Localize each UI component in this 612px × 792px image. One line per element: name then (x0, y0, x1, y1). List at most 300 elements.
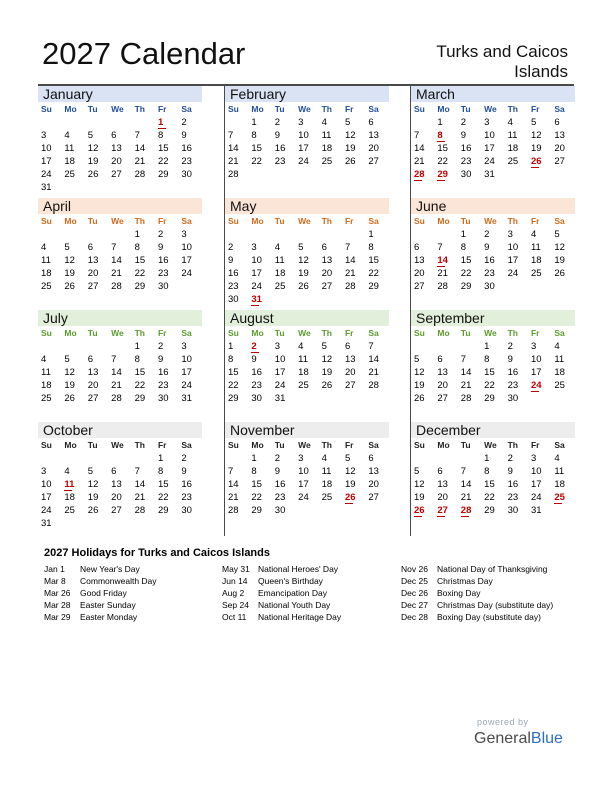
day-cell: 5 (344, 117, 351, 128)
day-cell: 9 (460, 130, 467, 141)
empty-cell (411, 228, 434, 241)
day-cell: 23 (274, 492, 286, 503)
day-grid (225, 116, 389, 181)
day-cell: 15 (368, 255, 379, 266)
holiday-date: Mar 8 (44, 576, 66, 586)
day-cell: 19 (321, 367, 333, 378)
holiday-column (222, 563, 341, 623)
weekday-label: Fr (530, 328, 540, 338)
month-november (225, 422, 389, 534)
day-cell: 31 (484, 169, 495, 180)
holiday-date: Sep 24 (222, 600, 249, 610)
day-cell: 7 (368, 341, 374, 352)
weekday-label: Tu (274, 328, 285, 338)
holiday-item (401, 611, 553, 623)
holiday-day: 1 (155, 116, 178, 129)
weekday-label: Fr (157, 216, 167, 226)
day-cell: 15 (228, 367, 239, 378)
day-cell: 11 (321, 466, 332, 477)
weekday-label: Fr (344, 104, 354, 114)
day-cell: 5 (298, 242, 304, 253)
day-cell: 14 (228, 479, 239, 490)
weekday-label: Tu (87, 440, 98, 450)
day-cell: 27 (368, 156, 379, 167)
day-cell: 7 (414, 130, 420, 141)
holiday-date: Jun 14 (222, 576, 248, 586)
day-cell: 18 (554, 479, 565, 490)
day-cell: 25 (64, 169, 75, 180)
weekday-label: Su (228, 440, 239, 450)
empty-cell (434, 452, 457, 465)
day-cell: 24 (251, 281, 262, 292)
holiday-item (44, 563, 157, 575)
day-cell: 22 (228, 380, 239, 391)
day-cell: 29 (484, 393, 495, 404)
day-grid (38, 228, 202, 293)
day-cell: 24 (530, 492, 542, 503)
day-cell: 27 (87, 281, 99, 292)
day-cell: 4 (554, 453, 560, 464)
day-cell: 25 (530, 268, 542, 279)
day-cell: 14 (134, 479, 146, 490)
weekday-label: Tu (274, 104, 285, 114)
country-name (436, 42, 568, 82)
holiday-date: Nov 26 (401, 564, 428, 574)
day-cell: 22 (157, 156, 169, 167)
day-cell: 26 (414, 393, 425, 404)
day-cell: 10 (41, 479, 52, 490)
holiday-day: 24 (528, 379, 551, 392)
empty-cell (225, 452, 248, 465)
holiday-day: 26 (342, 491, 365, 504)
empty-cell (225, 116, 248, 129)
holiday-column (401, 563, 553, 623)
weekday-header (411, 102, 575, 116)
holiday-date: Oct 11 (222, 612, 247, 622)
day-cell: 8 (157, 466, 164, 477)
day-cell: 11 (530, 242, 541, 253)
weekday-label: Fr (344, 216, 354, 226)
day-cell: 19 (298, 268, 309, 279)
day-cell: 27 (111, 169, 122, 180)
day-cell: 18 (41, 380, 52, 391)
empty-cell (61, 340, 84, 353)
month-name: January (38, 86, 202, 102)
month-may (225, 198, 389, 310)
day-cell: 12 (64, 367, 75, 378)
day-cell: 6 (554, 117, 560, 128)
day-cell: 17 (181, 367, 192, 378)
weekday-label: Su (41, 440, 52, 450)
brand-part2: Blue (530, 730, 563, 747)
day-cell: 30 (251, 393, 262, 404)
holiday-day: 26 (528, 155, 551, 168)
day-cell: 1 (368, 229, 374, 240)
day-cell: 30 (507, 505, 519, 516)
day-cell: 3 (41, 130, 47, 141)
generalblue-logo[interactable] (474, 730, 563, 748)
weekday-label: Th (321, 440, 332, 450)
day-cell: 24 (41, 169, 52, 180)
weekday-label: Su (414, 440, 425, 450)
day-grid (38, 340, 202, 405)
day-cell: 15 (134, 255, 146, 266)
day-cell: 9 (251, 354, 257, 365)
day-cell: 17 (484, 143, 495, 154)
weekday-label: Sa (181, 104, 192, 114)
empty-cell (61, 228, 84, 241)
weekday-label: Su (41, 216, 52, 226)
day-cell: 12 (414, 479, 425, 490)
day-cell: 10 (530, 466, 542, 477)
weekday-label: Th (507, 104, 518, 114)
day-cell: 17 (530, 367, 542, 378)
day-cell: 19 (64, 268, 75, 279)
holiday-date: Dec 28 (401, 612, 428, 622)
holiday-name: National Heritage Day (258, 612, 342, 622)
day-cell: 17 (251, 268, 262, 279)
holiday-name: Emancipation Day (258, 588, 327, 598)
weekday-label: Sa (368, 216, 379, 226)
weekday-label: Sa (554, 440, 565, 450)
day-cell: 13 (321, 255, 333, 266)
holiday-day: 26 (411, 504, 434, 517)
empty-cell (295, 228, 318, 241)
day-cell: 18 (321, 479, 333, 490)
empty-cell (108, 452, 131, 465)
day-cell: 22 (460, 268, 472, 279)
day-cell: 16 (181, 479, 192, 490)
holiday-day: 14 (434, 254, 457, 267)
empty-cell (132, 452, 155, 465)
weekday-label: Sa (554, 216, 565, 226)
day-cell: 15 (437, 143, 448, 154)
weekday-header (38, 326, 202, 340)
month-name: August (225, 310, 389, 326)
day-cell: 31 (530, 505, 542, 516)
day-cell: 10 (181, 242, 192, 253)
country-name-line1: Turks and Caicos (436, 42, 568, 61)
day-cell: 29 (134, 393, 146, 404)
empty-cell (342, 228, 365, 241)
day-cell: 10 (298, 130, 309, 141)
holiday-name: Boxing Day (437, 588, 481, 598)
day-cell: 20 (414, 268, 425, 279)
day-cell: 22 (251, 492, 262, 503)
day-cell: 30 (507, 393, 519, 404)
weekday-label: We (298, 216, 311, 226)
weekday-label: We (111, 104, 124, 114)
day-cell: 3 (484, 117, 490, 128)
day-cell: 12 (344, 466, 356, 477)
weekday-label: Tu (274, 216, 285, 226)
day-cell: 7 (111, 242, 117, 253)
holiday-item (222, 575, 341, 587)
day-cell: 10 (251, 255, 262, 266)
holiday-date: Dec 27 (401, 600, 428, 610)
holiday-day: 29 (434, 168, 457, 181)
day-cell: 18 (321, 143, 333, 154)
day-cell: 29 (484, 505, 495, 516)
month-september (411, 310, 575, 422)
weekday-label: We (111, 216, 124, 226)
day-cell: 30 (157, 281, 169, 292)
weekday-label: Th (321, 104, 332, 114)
holiday-date: Aug 2 (222, 588, 245, 598)
weekday-label: We (298, 104, 311, 114)
day-cell: 4 (321, 453, 327, 464)
weekday-label: Th (134, 328, 145, 338)
empty-cell (61, 452, 84, 465)
day-cell: 23 (181, 156, 192, 167)
day-cell: 30 (274, 505, 286, 516)
weekday-label: Su (414, 216, 425, 226)
day-cell: 6 (321, 242, 327, 253)
holiday-name: Queen's Birthday (258, 576, 323, 586)
day-cell: 14 (368, 354, 379, 365)
holiday-day: 2 (248, 340, 271, 353)
day-cell: 23 (157, 268, 169, 279)
weekday-header (225, 102, 389, 116)
month-january (38, 86, 202, 198)
day-cell: 31 (41, 518, 52, 529)
day-cell: 23 (181, 492, 192, 503)
day-cell: 13 (437, 479, 448, 490)
day-cell: 28 (111, 393, 122, 404)
day-cell: 8 (157, 130, 164, 141)
month-name: May (225, 198, 389, 214)
day-cell: 13 (111, 479, 122, 490)
day-cell: 29 (157, 169, 169, 180)
empty-cell (132, 116, 155, 129)
day-cell: 23 (507, 492, 519, 503)
day-cell: 14 (134, 143, 146, 154)
day-cell: 4 (298, 341, 304, 352)
day-cell: 23 (274, 156, 286, 167)
weekday-label: We (111, 440, 124, 450)
day-cell: 4 (64, 130, 70, 141)
weekday-label: Su (414, 104, 425, 114)
holiday-name: National Heroes' Day (258, 564, 339, 574)
weekday-label: Tu (87, 328, 98, 338)
weekday-label: Tu (274, 440, 285, 450)
empty-cell (38, 452, 61, 465)
weekday-label: Mo (251, 104, 264, 114)
day-cell: 21 (134, 492, 146, 503)
day-cell: 7 (134, 466, 140, 477)
empty-cell (319, 228, 342, 241)
day-cell: 5 (87, 130, 94, 141)
month-march (411, 86, 575, 198)
weekday-label: Sa (368, 328, 379, 338)
day-cell: 7 (460, 354, 467, 365)
weekday-header (411, 438, 575, 452)
holiday-name: Commonwealth Day (80, 576, 157, 586)
day-cell: 22 (437, 156, 448, 167)
day-cell: 22 (368, 268, 379, 279)
day-cell: 13 (368, 466, 379, 477)
day-cell: 29 (460, 281, 472, 292)
day-cell: 3 (298, 453, 304, 464)
day-cell: 23 (460, 156, 472, 167)
day-cell: 16 (181, 143, 192, 154)
day-cell: 13 (414, 255, 425, 266)
day-cell: 5 (321, 341, 327, 352)
day-cell: 7 (111, 354, 117, 365)
weekday-label: Mo (251, 440, 264, 450)
day-cell: 29 (134, 281, 146, 292)
holiday-item (44, 599, 157, 611)
weekday-header (38, 102, 202, 116)
holiday-date: Mar 29 (44, 612, 71, 622)
day-cell: 3 (274, 341, 281, 352)
day-cell: 1 (437, 117, 443, 128)
weekday-label: Sa (181, 440, 192, 450)
month-name: February (225, 86, 389, 102)
weekday-label: Mo (437, 328, 450, 338)
day-cell: 6 (437, 354, 443, 365)
day-cell: 21 (460, 380, 472, 391)
day-cell: 30 (460, 169, 472, 180)
empty-cell (434, 340, 457, 353)
day-cell: 21 (134, 156, 146, 167)
day-cell: 20 (87, 268, 99, 279)
weekday-label: Th (321, 216, 332, 226)
day-cell: 26 (64, 393, 75, 404)
day-cell: 27 (87, 393, 99, 404)
weekday-label: Fr (157, 440, 167, 450)
day-cell: 12 (554, 242, 565, 253)
day-cell: 6 (111, 130, 117, 141)
day-cell: 9 (274, 466, 281, 477)
day-cell: 2 (274, 117, 281, 128)
holiday-date: Dec 25 (401, 576, 428, 586)
month-february (225, 86, 389, 198)
month-name: November (225, 422, 389, 438)
day-cell: 8 (484, 466, 490, 477)
day-cell: 20 (437, 492, 448, 503)
day-cell: 2 (157, 229, 164, 240)
country-name-line2: Islands (514, 62, 568, 81)
day-cell: 1 (134, 341, 140, 352)
day-cell: 15 (157, 479, 169, 490)
day-cell: 28 (111, 281, 122, 292)
weekday-header (225, 438, 389, 452)
day-cell: 19 (344, 143, 356, 154)
brand-part1: General (474, 730, 531, 747)
holiday-day: 25 (551, 491, 574, 504)
day-cell: 13 (87, 255, 99, 266)
day-grid (411, 116, 575, 181)
day-cell: 25 (274, 281, 286, 292)
day-cell: 25 (321, 492, 333, 503)
day-cell: 6 (344, 341, 351, 352)
weekday-label: Fr (157, 104, 167, 114)
day-cell: 23 (484, 268, 495, 279)
day-cell: 2 (181, 117, 187, 128)
day-cell: 22 (484, 492, 495, 503)
holiday-item (401, 575, 553, 587)
weekday-label: Tu (460, 440, 471, 450)
day-cell: 21 (414, 156, 425, 167)
holiday-item (222, 563, 341, 575)
holiday-name: Christmas Day (437, 576, 493, 586)
weekday-label: Sa (554, 104, 565, 114)
day-cell: 19 (414, 492, 425, 503)
day-cell: 12 (530, 130, 542, 141)
powered-by-text: powered by (477, 717, 529, 727)
empty-cell (458, 452, 481, 465)
day-cell: 1 (251, 117, 257, 128)
month-name: April (38, 198, 202, 214)
day-cell: 22 (157, 492, 169, 503)
weekday-label: Sa (181, 216, 192, 226)
day-cell: 4 (321, 117, 327, 128)
weekday-label: Mo (64, 328, 77, 338)
day-cell: 3 (530, 341, 537, 352)
page-title: 2027 Calendar (42, 36, 246, 71)
day-cell: 21 (228, 492, 239, 503)
day-cell: 3 (41, 466, 47, 477)
day-cell: 14 (460, 479, 472, 490)
day-cell: 7 (228, 466, 234, 477)
month-name: September (411, 310, 575, 326)
day-cell: 27 (437, 393, 448, 404)
day-cell: 2 (484, 229, 490, 240)
day-cell: 10 (484, 130, 495, 141)
day-cell: 11 (274, 255, 285, 266)
day-cell: 8 (251, 466, 257, 477)
weekday-label: Fr (157, 328, 167, 338)
weekday-label: Mo (251, 216, 264, 226)
day-cell: 6 (414, 242, 420, 253)
day-cell: 15 (484, 479, 495, 490)
empty-cell (225, 228, 248, 241)
empty-cell (38, 340, 61, 353)
month-name: June (411, 198, 575, 214)
day-cell: 3 (181, 341, 187, 352)
day-cell: 26 (87, 505, 99, 516)
weekday-label: Fr (530, 216, 540, 226)
day-cell: 25 (321, 156, 333, 167)
day-cell: 20 (368, 479, 379, 490)
day-cell: 21 (368, 367, 379, 378)
day-cell: 13 (554, 130, 565, 141)
weekday-label: Sa (554, 328, 565, 338)
holiday-day: 31 (248, 293, 271, 306)
holiday-item (222, 599, 341, 611)
day-cell: 11 (41, 255, 51, 266)
empty-cell (61, 116, 84, 129)
day-cell: 1 (228, 341, 234, 352)
day-cell: 20 (368, 143, 379, 154)
month-june (411, 198, 575, 310)
weekday-label: Su (228, 216, 239, 226)
month-december (411, 422, 575, 534)
day-cell: 17 (41, 156, 52, 167)
day-cell: 23 (157, 380, 169, 391)
day-cell: 11 (41, 367, 51, 378)
day-cell: 12 (321, 354, 333, 365)
day-cell: 11 (298, 354, 309, 365)
day-cell: 9 (274, 130, 281, 141)
day-cell: 4 (530, 229, 537, 240)
weekday-label: We (298, 328, 311, 338)
empty-cell (108, 116, 131, 129)
empty-cell (38, 116, 61, 129)
day-cell: 31 (41, 182, 52, 193)
holiday-item (222, 587, 341, 599)
